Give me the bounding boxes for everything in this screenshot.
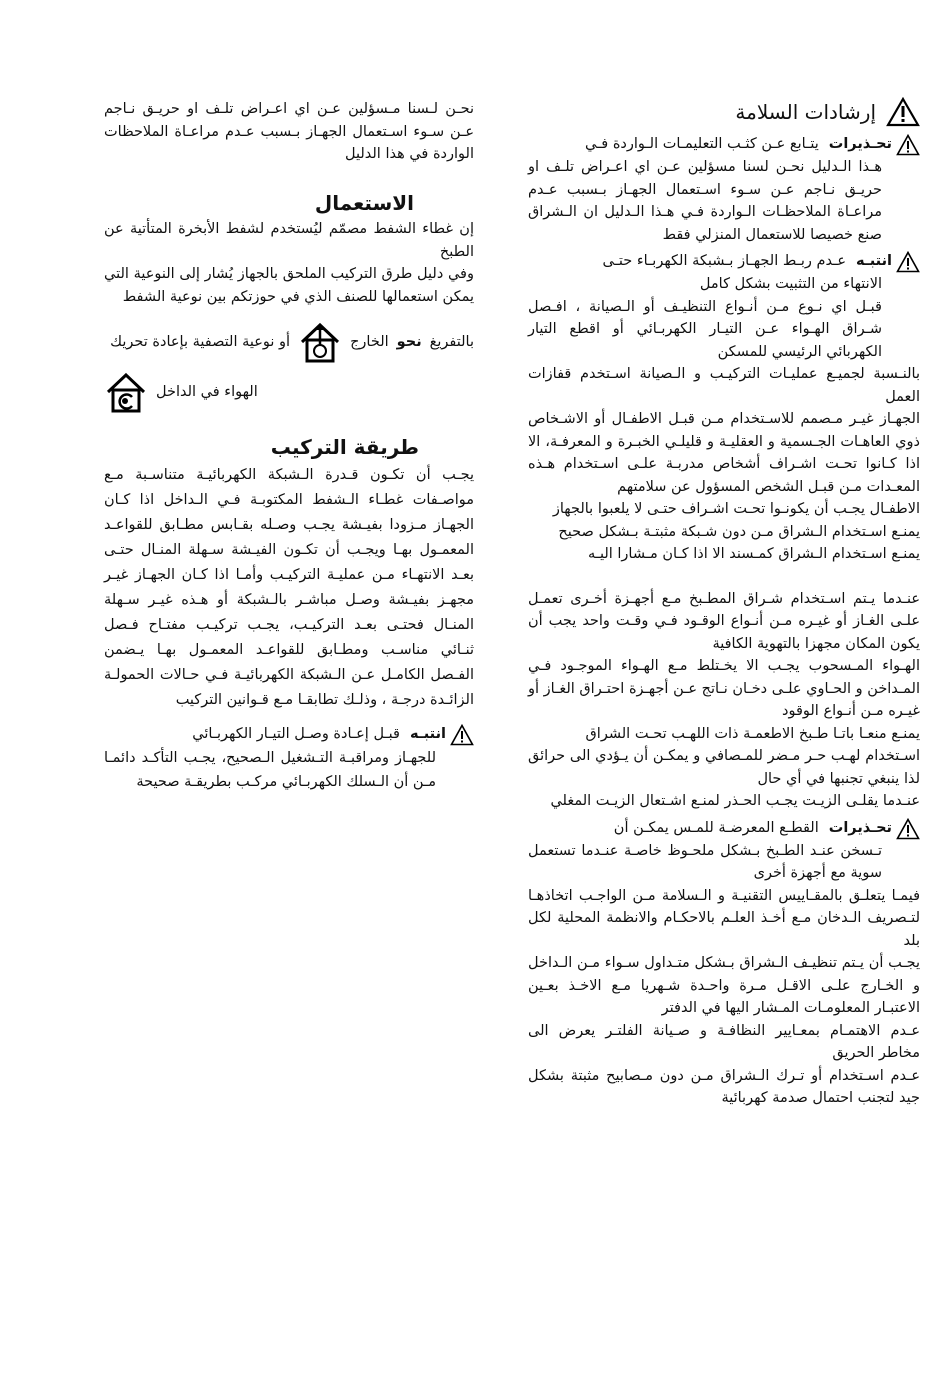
warning-label: انتبـه	[409, 725, 446, 742]
paragraph: الاطفـال يجـب أن يكونـوا تحـت اشـراف حتـى لا يلعبوا بالجهاز	[552, 501, 920, 517]
warning-block-3	[528, 817, 920, 840]
paragraph: بالنـسبة لجميـع عمليـات التركيـب و الـصيانة اسـتخدم قفازات العمل	[528, 366, 920, 405]
intro-paragraph: نحـن لـسنا مـسؤلين عـن اي اعـراض تلـف او حريـق نـاجم عـن سـوء اسـتعمال الجهـاز بـسبب عـدم مراعـاة الملاحظات الواردة في هذا الدليل	[104, 101, 474, 162]
warning-block-1	[528, 133, 920, 156]
paragraph: يمنـع اسـتخدام الـشراق كمـسند الا اذا كـان مـشارا اليـه	[587, 546, 920, 562]
warning-label: تحـذيرات	[828, 819, 892, 836]
paragraph: الجهـاز غيـر مـصمم للاسـتخدام مـن قبـل الاطفـال أو الاشـخاص ذوي العاهـات الجـسمية و العقليـة و قليلـي الخبـرة و المعرفـة، الا اذا كـانوا تحـت اشـراف أشخاص مدربـة علـى اسـتخدام هـذه المعـدات مـن قبـل الشخص المسؤول عن سلامتهم	[528, 411, 920, 495]
warning-text: عـدم ربـط الجهـاز بـشبكة الكهربـاء حتـى	[602, 253, 846, 269]
usage-heading: الاستعمال	[314, 190, 414, 215]
warning-text-cont: تـسخن عنـد الطـبخ بـشكل ملحـوظ خاصـة عنـدما تستعمل سوية مع أجهزة أخرى	[528, 842, 882, 881]
safety-column	[528, 96, 920, 1110]
paragraph: فيمـا يتعلـق بالمقـاييس التقنيـة و الـسلامة مـن الواجـب اتخاذهـا لتـصريف الـدخان مـع أخـذ العلـم بالاحكـام والانظمة المحلية لكل بلد	[528, 887, 920, 949]
warning-icon	[450, 724, 474, 746]
warning-icon	[896, 134, 920, 156]
exhaust-bold: نحو	[396, 333, 422, 350]
usage-install-column	[104, 98, 474, 794]
warning-text-p2: قبـل اي نـوع مـن أنـواع التنظيـف أو الـصيانة ، افـصل شـراق الهـواء عـن التيـار الكهربـائي أو اقطع التيار الكهربائي الرئيسي للمسكن	[528, 298, 882, 360]
paragraph: عـدم الاهتمـام بمعـايير النظافـة و صـيانة الفلتـر يعرض الى مخاطر الحريق	[528, 1022, 920, 1061]
exhaust-out-icon	[298, 320, 342, 364]
warning-block-2	[528, 250, 920, 273]
install-heading: طريقة التركيب	[270, 435, 419, 459]
paragraph: الهـواء المـسحوب يجـب الا يخـتلط مـع الهـواء الموجـود فـي المـداخن و الحـاوي علـى دخـان نـاتج عـن أجهـزة احتـراق الغـاز أو غيـره مـن أنـواع الوقود	[528, 658, 920, 719]
recirculation-text-2: الهواء في الداخل	[156, 383, 258, 400]
warning-label: انتبـه	[855, 253, 892, 269]
paragraph: عنـدما يـتم اسـتخدام شـراق المطـبخ مـع أجهـزة أخـرى تعمـل علـى الغـاز أو غيـره مـن أنـواع الوقـود فـي وقـت واحد يجب أن يكون المكان مجهزا بالتهوية الكافية	[528, 590, 920, 652]
warning-text: قبـل إعـادة وصـل التيـار الكهربـائي	[192, 725, 400, 742]
warning-label: تحـذيرات	[828, 136, 892, 152]
paragraph: يجـب أن يـتم تنظيـف الـشراق بـشكل متـداول سـواء مـن الـداخل و الخـارج علـى الاقـل مـرة واحـدة شـهريا مـع الاخـذ بعـين الاعتبـار المعلومـات المـشار اليها في الدفتر	[528, 955, 920, 1016]
install-paragraph: يجـب أن تكـون قـدرة الـشبكة الكهربائيـة متناسـبة مـع مواصـفات غطـاء الـشفط المكتوبـة فـي الـداخل اذا كـان الجهـاز مـزودا بفيـشة يجـب وصـله بقـابس مطـابق للقواعـد المعمـول بهـا ويجـب أن تكـون الفيـشة سـهلة المنـال حتـى بعـد الانتهـاء مـن عمليـة التركيـب وأمـا اذا كـان الجهـاز غيـر مجهـز بفيـشة وصـل مباشـر بالـشبكة أو هـذه غيـر سـهلة المنـال فحتـى بعـد التركيـب، يجـب تركيـب مفتـاح فـصل ثنـائي مناسـب ومطـابق للقواعـد المعمـول بهـا يـضمن الفـصل الكامـل عـن الـشبكة الكهربائيـة فـي حـالات الحمولـة الزائـدة درجـة ، وذلـك تطابقـا مـع قـوانين التركيب	[104, 466, 474, 708]
paragraph: عنـدما يقلـى الزيـت يجـب الحـذر لمنـع اشـتعال الزيـت المغلي	[550, 793, 920, 809]
exhaust-option-row	[104, 320, 474, 364]
warning-text-cont: الانتهاء من التثبيت بشكل كامل	[699, 276, 882, 292]
spacer	[528, 566, 920, 588]
paragraph: عـدم اسـتخدام أو تـرك الـشراق مـن دون مـصابيح مثبتة بشكل جيد لتجنب احتمال صدمة كهربائية	[528, 1067, 920, 1106]
warning-icon	[896, 818, 920, 840]
usage-paragraph-2: وفي دليل طرق التركيب الملحق بالجهاز يُشار إلى النوعية التي يمكن استعمالها للصنف الذي في حوزتكم بين نوعية الشفط	[104, 266, 474, 305]
recirculation-icon	[104, 370, 148, 414]
exhaust-post: الخارج	[350, 333, 389, 350]
exhaust-pre: بالتفريغ	[429, 333, 474, 350]
warning-text: يتـابع عـن كثـب التعليمـات الـواردة فـي	[584, 136, 819, 152]
warning-text-cont: للجهـاز ومراقبـة التـشغيل الـصحيح، يجـب التأكـد دائمـا مـن أن الـسلك الكهربـائي مركـب بطريقـة صحيحة	[104, 749, 436, 790]
warning-text: القطـع المعرضـة للمـس يمكـن أن	[613, 819, 819, 836]
paragraph: يمنـع اسـتخدام الـشراق مـن دون شـبكة مثبتـة بـشكل صحيح	[558, 523, 920, 540]
recirculation-text: أو نوعية التصفية بإعادة تحريك	[110, 333, 291, 350]
recirculation-option-row	[104, 370, 474, 414]
warning-icon	[896, 251, 920, 273]
usage-paragraph-1: إن غطاء الشفط مصمّم ليُستخدم لشفط الأبخرة المتأتية عن الطبخ	[104, 221, 474, 260]
paragraph: اسـتخدام لهـب حـر مـضر للمـصافي و يمكـن أن يـؤدي الى حرائق لذا ينبغي تجنبها في أي حال	[528, 748, 920, 787]
paragraph: يمنـع منعـا باتـا طـبخ الاطعمـة ذات اللهـب تحـت الشراق	[585, 725, 920, 742]
safety-title: إرشادات السلامة	[528, 96, 920, 127]
install-warning	[104, 723, 474, 746]
warning-icon	[886, 97, 920, 127]
warning-text-cont: هـذا الـدليل نحـن لسنا مسؤلين عـن اي اعـراض تلـف او حريـق نـاجم عـن سـوء اسـتعمال الجهـاز بـسبب عـدم مراعـاة الملاحظـات الـواردة فـي هـذا الـدليل ان الـشراق صنع خصيصا للاستعمال المنزلي فقط	[528, 159, 882, 243]
